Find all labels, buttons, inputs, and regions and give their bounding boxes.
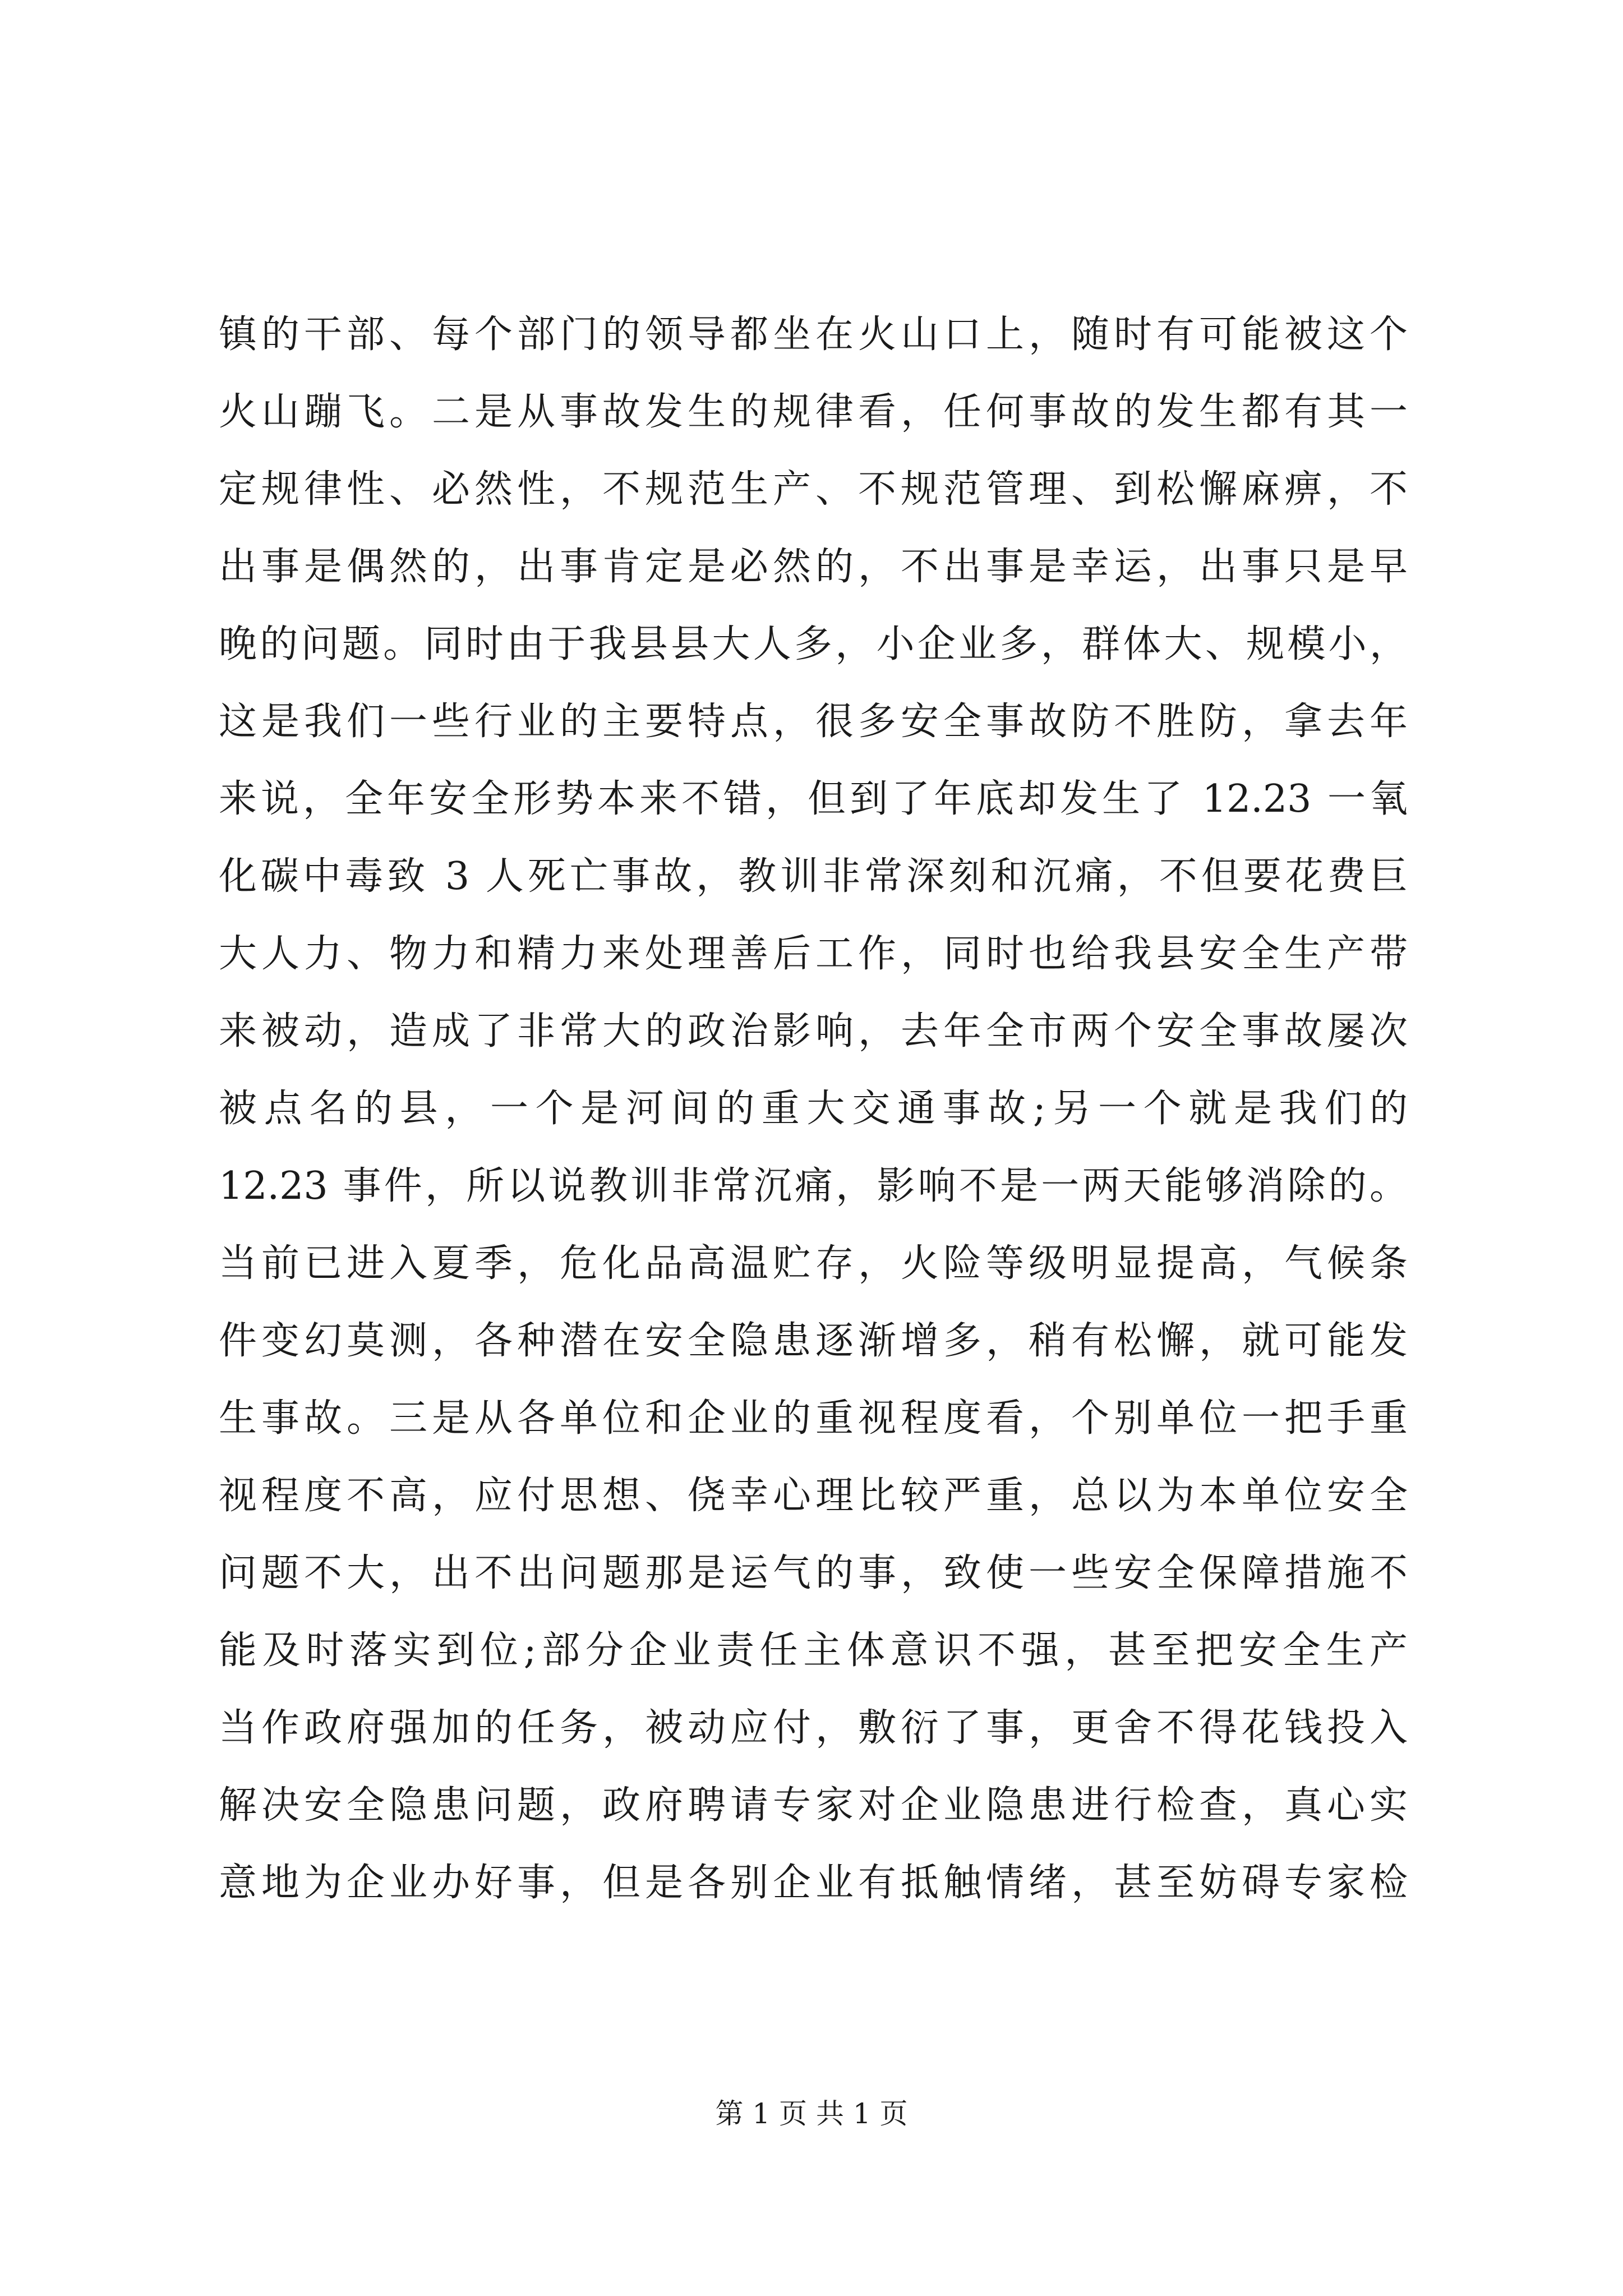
text-line: 火山蹦飞。二是从事故发生的规律看，任何事故的发生都有其一 (219, 390, 1408, 434)
text-line: 晚的问题。同时由于我县县大人多，小企业多，群体大、规模小， (219, 622, 1408, 666)
text-line: 生事故。三是从各单位和企业的重视程度看，个别单位一把手重 (219, 1396, 1408, 1441)
text-line: 来说，全年安全形势本来不错，但到了年底却发生了 12.23 一氧 (219, 777, 1408, 821)
text-line: 来被动，造成了非常大的政治影响，去年全市两个安全事故屡次 (219, 1009, 1408, 1053)
text-line: 化碳中毒致 3 人死亡事故，教训非常深刻和沉痛，不但要花费巨 (219, 854, 1408, 899)
text-line: 这是我们一些行业的主要特点，很多安全事故防不胜防，拿去年 (219, 700, 1408, 744)
text-line: 被点名的县，一个是河间的重大交通事故;另一个就是我们的 (219, 1087, 1408, 1131)
text-line: 当作政府强加的任务，被动应付，敷衍了事，更舍不得花钱投入 (219, 1706, 1408, 1750)
text-line: 大人力、物力和精力来处理善后工作，同时也给我县安全生产带 (219, 932, 1408, 976)
text-line: 解决安全隐患问题，政府聘请专家对企业隐患进行检查，真心实 (219, 1783, 1408, 1828)
text-line: 能及时落实到位;部分企业责任主体意识不强，甚至把安全生产 (219, 1628, 1408, 1673)
body-text (219, 296, 1408, 1922)
page-number-label: 第 1 页 共 1 页 (715, 2097, 908, 2130)
text-line: 出事是偶然的，出事肯定是必然的，不出事是幸运，出事只是早 (219, 545, 1408, 589)
text-line: 意地为企业办好事，但是各别企业有抵触情绪，甚至妨碍专家检 (219, 1861, 1408, 1905)
text-line: 视程度不高，应付思想、侥幸心理比较严重，总以为本单位安全 (219, 1474, 1408, 1518)
text-line: 当前已进入夏季，危化品高温贮存，火险等级明显提高，气候条 (219, 1241, 1408, 1286)
text-line: 镇的干部、每个部门的领导都坐在火山口上，随时有可能被这个 (219, 312, 1408, 357)
text-line: 件变幻莫测，各种潜在安全隐患逐渐增多，稍有松懈，就可能发 (219, 1319, 1408, 1363)
text-line: 定规律性、必然性，不规范生产、不规范管理、到松懈麻痹，不 (219, 467, 1408, 512)
text-line: 问题不大，出不出问题那是运气的事，致使一些安全保障措施不 (219, 1551, 1408, 1595)
page-footer (0, 2097, 1623, 2131)
text-line: 12.23 事件，所以说教训非常沉痛，影响不是一两天能够消除的。 (219, 1164, 1408, 1208)
